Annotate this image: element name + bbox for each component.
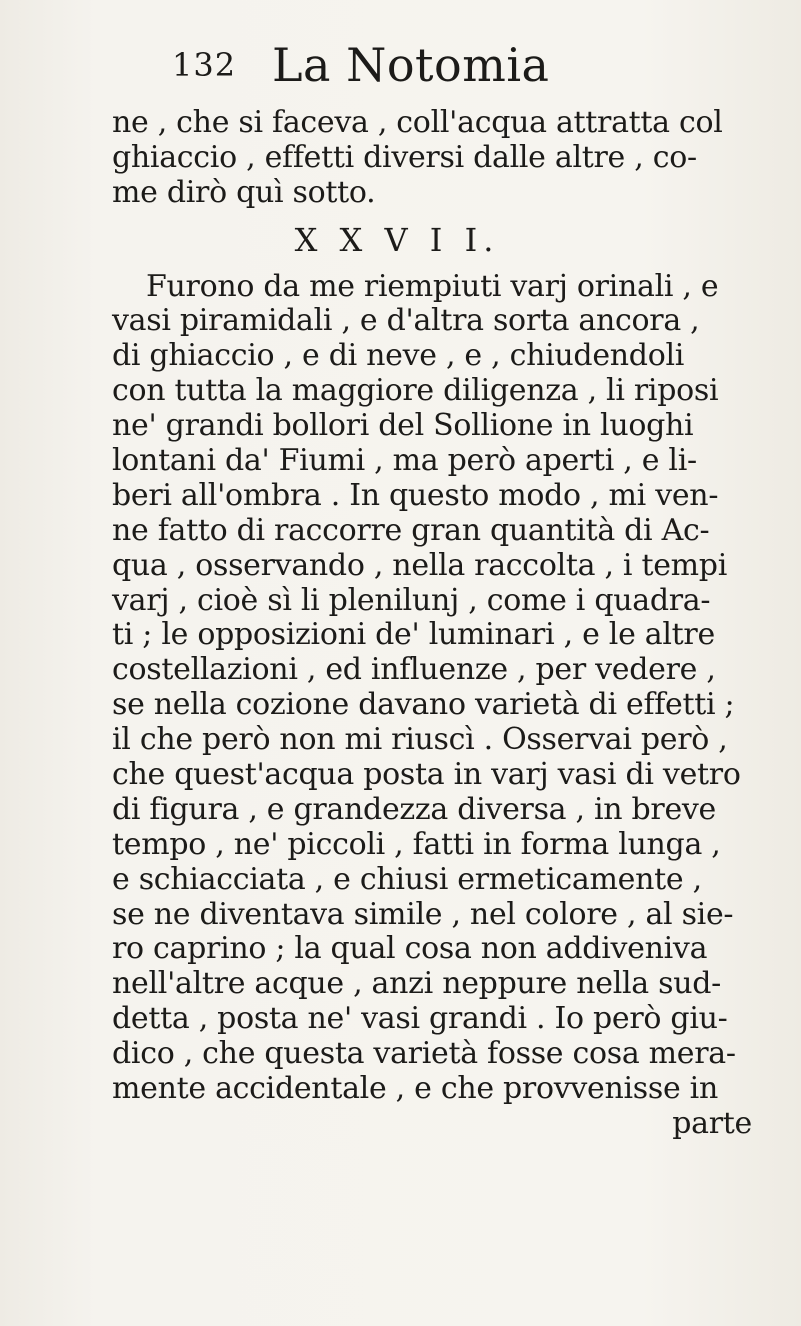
text-line: che quest'acqua posta in varj vasi di vetro <box>112 757 741 793</box>
running-title: La Notomia <box>272 38 550 92</box>
text-line: con tutta la maggiore diligenza , li riposi <box>112 373 719 409</box>
text-line: nell'altre acque , anzi neppure nella sud- <box>112 966 721 1002</box>
text-line: Furono da me riempiuti varj orinali , e <box>146 268 719 304</box>
text-line: vasi piramidali , e d'altra sorta ancora , <box>112 303 700 339</box>
text-line: dico , che questa varietà fosse cosa mera- <box>112 1036 736 1072</box>
text-line: se ne diventava simile , nel colore , al sie- <box>112 896 734 932</box>
text-line: detta , posta ne' vasi grandi . Io però giu- <box>112 1001 728 1037</box>
text-line: tempo , ne' piccoli , fatti in forma lunga , <box>112 826 721 862</box>
text-line: di figura , e grandezza diversa , in breve <box>112 791 717 827</box>
page-body <box>112 106 792 1142</box>
text-line: mente accidentale , e che provvenisse in <box>112 1071 719 1107</box>
spacer <box>112 258 792 270</box>
text-line: e schiacciata , e chiusi ermeticamente , <box>112 861 702 897</box>
page-number: 132 <box>172 46 237 84</box>
text-line: varj , cioè sì li plenilunj , come i quadra- <box>112 582 711 618</box>
catchword: parte <box>672 1105 752 1141</box>
text-line: ghiaccio , effetti diversi dalle altre , co- <box>112 139 697 175</box>
text-line: lontani da' Fiumi , ma però aperti , e li- <box>112 443 697 479</box>
text-line: ne fatto di raccorre gran quantità di Ac- <box>112 512 710 548</box>
text-line: ti ; le opposizioni de' luminari , e le altre <box>112 617 715 653</box>
text-line: se nella cozione davano varietà di effetti ; <box>112 687 735 723</box>
text-line: il che però non mi riuscì . Osservai però , <box>112 722 728 758</box>
text-line: costellazioni , ed influenze , per vedere , <box>112 652 716 688</box>
text-line: qua , osservando , nella raccolta , i tempi <box>112 547 728 583</box>
text-line: ne' grandi bollori del Sollione in luoghi <box>112 408 694 444</box>
page-header <box>172 38 672 98</box>
text-line: di ghiaccio , e di neve , e , chiudendoli <box>112 338 685 374</box>
text-line: ro caprino ; la qual cosa non addiveniva <box>112 931 708 967</box>
text-line: beri all'ombra . In questo modo , mi ven- <box>112 477 719 513</box>
text-line: me dirò quì sotto. <box>112 174 376 210</box>
text-line: ne , che si faceva , coll'acqua attratta col <box>112 105 723 140</box>
section-heading: X X V I I. <box>294 220 500 259</box>
